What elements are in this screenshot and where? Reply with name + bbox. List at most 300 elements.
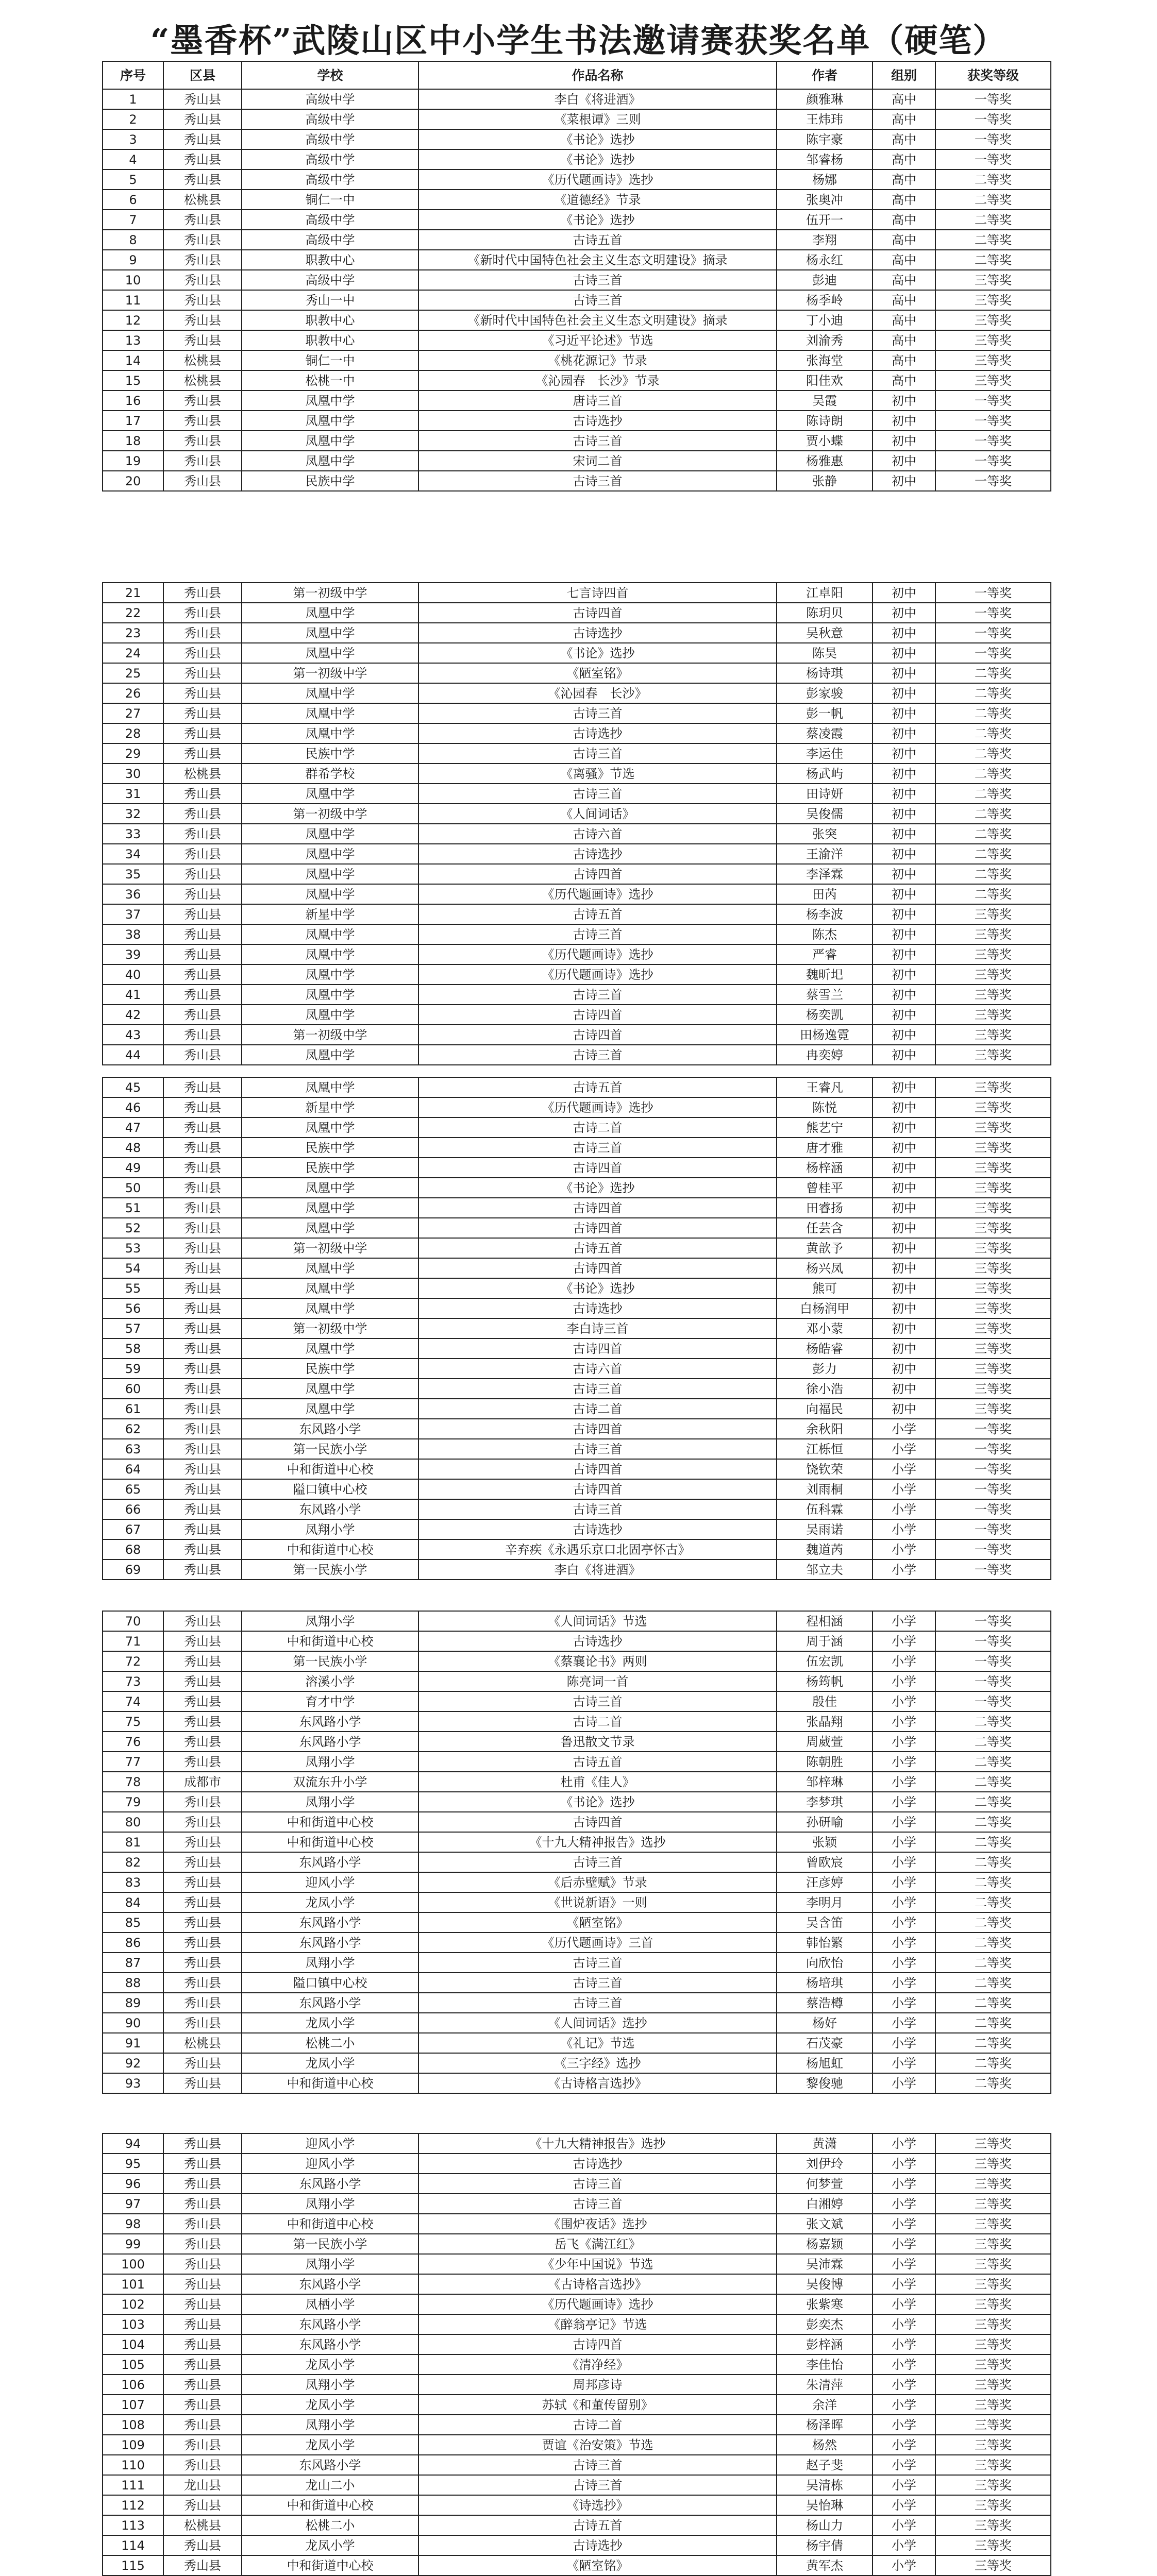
award-level-cell: 一等奖 bbox=[935, 1439, 1051, 1459]
seq-cell: 55 bbox=[103, 1278, 163, 1298]
school-cell: 高级中学 bbox=[242, 170, 418, 190]
author-cell: 杨诗琪 bbox=[777, 663, 873, 683]
county-cell: 秀山县 bbox=[163, 1892, 242, 1912]
table-row bbox=[103, 864, 1051, 884]
work-title-cell: 《陋室铭》 bbox=[418, 2555, 777, 2575]
seq-cell: 38 bbox=[103, 924, 163, 944]
seq-cell: 13 bbox=[103, 330, 163, 350]
work-title-cell: 《道德经》节录 bbox=[418, 190, 777, 210]
work-title-cell: 古诗三首 bbox=[418, 1439, 777, 1459]
county-cell: 秀山县 bbox=[163, 1138, 242, 1158]
work-title-cell: 古诗三首 bbox=[418, 2455, 777, 2475]
school-cell: 迎风小学 bbox=[242, 2154, 418, 2174]
work-title-cell: 古诗三首 bbox=[418, 924, 777, 944]
work-title-cell: 古诗二首 bbox=[418, 1711, 777, 1732]
school-cell: 第一初级中学 bbox=[242, 804, 418, 824]
table-row bbox=[103, 1499, 1051, 1519]
county-cell: 秀山县 bbox=[163, 884, 242, 904]
work-title-cell: 古诗三首 bbox=[418, 270, 777, 290]
seq-cell: 18 bbox=[103, 431, 163, 451]
school-cell: 凤凰中学 bbox=[242, 844, 418, 864]
author-cell: 杨然 bbox=[777, 2435, 873, 2455]
award-level-cell: 一等奖 bbox=[935, 1691, 1051, 1711]
table-row bbox=[103, 1651, 1051, 1671]
county-cell: 秀山县 bbox=[163, 250, 242, 270]
work-title-cell: 《新时代中国特色社会主义生态文明建设》摘录 bbox=[418, 250, 777, 270]
seq-cell: 25 bbox=[103, 663, 163, 683]
award-level-cell: 二等奖 bbox=[935, 1953, 1051, 1973]
county-cell: 秀山县 bbox=[163, 1419, 242, 1439]
group-cell: 小学 bbox=[873, 1419, 935, 1439]
school-cell: 双流东升小学 bbox=[242, 1772, 418, 1792]
county-cell: 秀山县 bbox=[163, 2314, 242, 2334]
school-cell: 民族中学 bbox=[242, 1158, 418, 1178]
county-cell: 秀山县 bbox=[163, 1812, 242, 1832]
work-title-cell: 《历代题画诗》三首 bbox=[418, 1933, 777, 1953]
author-cell: 颜雅琳 bbox=[777, 89, 873, 109]
work-title-cell: 《书论》选抄 bbox=[418, 1178, 777, 1198]
author-cell: 余秋阳 bbox=[777, 1419, 873, 1439]
table-row bbox=[103, 270, 1051, 290]
table-row bbox=[103, 1792, 1051, 1812]
table-row bbox=[103, 170, 1051, 190]
school-cell: 东风路小学 bbox=[242, 1993, 418, 2013]
author-cell: 杨好 bbox=[777, 2013, 873, 2033]
school-cell: 第一初级中学 bbox=[242, 663, 418, 683]
seq-cell: 114 bbox=[103, 2535, 163, 2555]
award-level-cell: 二等奖 bbox=[935, 1711, 1051, 1732]
group-cell: 小学 bbox=[873, 2274, 935, 2294]
county-cell: 秀山县 bbox=[163, 583, 242, 603]
school-cell: 凤凰中学 bbox=[242, 884, 418, 904]
award-level-cell: 二等奖 bbox=[935, 764, 1051, 784]
table-row bbox=[103, 2354, 1051, 2375]
table-row bbox=[103, 1953, 1051, 1973]
county-cell: 秀山县 bbox=[163, 1338, 242, 1359]
author-cell: 彭奕杰 bbox=[777, 2314, 873, 2334]
group-cell: 初中 bbox=[873, 471, 935, 491]
seq-cell: 84 bbox=[103, 1892, 163, 1912]
school-cell: 新星中学 bbox=[242, 1097, 418, 1117]
award-level-cell: 二等奖 bbox=[935, 804, 1051, 824]
award-level-cell: 一等奖 bbox=[935, 1499, 1051, 1519]
school-cell: 东风路小学 bbox=[242, 1933, 418, 1953]
award-level-cell: 三等奖 bbox=[935, 2455, 1051, 2475]
award-level-cell: 一等奖 bbox=[935, 1651, 1051, 1671]
county-cell: 秀山县 bbox=[163, 471, 242, 491]
table-row bbox=[103, 924, 1051, 944]
seq-cell: 90 bbox=[103, 2013, 163, 2033]
seq-cell: 112 bbox=[103, 2495, 163, 2515]
seq-cell: 26 bbox=[103, 683, 163, 703]
school-cell: 民族中学 bbox=[242, 1359, 418, 1379]
county-cell: 龙山县 bbox=[163, 2475, 242, 2495]
group-cell: 初中 bbox=[873, 723, 935, 743]
seq-cell: 3 bbox=[103, 129, 163, 149]
county-cell: 秀山县 bbox=[163, 1953, 242, 1973]
table-row bbox=[103, 1852, 1051, 1872]
work-title-cell: 古诗四首 bbox=[418, 864, 777, 884]
award-level-cell: 一等奖 bbox=[935, 431, 1051, 451]
school-cell: 龙凤小学 bbox=[242, 2395, 418, 2415]
school-cell: 东风路小学 bbox=[242, 1912, 418, 1933]
table-row bbox=[103, 1158, 1051, 1178]
group-cell: 小学 bbox=[873, 2314, 935, 2334]
county-cell: 秀山县 bbox=[163, 723, 242, 743]
county-cell: 秀山县 bbox=[163, 2354, 242, 2375]
award-level-cell: 三等奖 bbox=[935, 2555, 1051, 2575]
work-title-cell: 古诗选抄 bbox=[418, 2154, 777, 2174]
county-cell: 秀山县 bbox=[163, 924, 242, 944]
school-cell: 凤凰中学 bbox=[242, 1218, 418, 1238]
award-level-cell: 二等奖 bbox=[935, 1892, 1051, 1912]
author-cell: 田诗妍 bbox=[777, 784, 873, 804]
work-title-cell: 古诗五首 bbox=[418, 1752, 777, 1772]
seq-cell: 69 bbox=[103, 1560, 163, 1580]
seq-cell: 99 bbox=[103, 2234, 163, 2254]
county-cell: 秀山县 bbox=[163, 290, 242, 310]
author-cell: 吴清栋 bbox=[777, 2475, 873, 2495]
author-cell: 陈朝胜 bbox=[777, 1752, 873, 1772]
school-cell: 龙凤小学 bbox=[242, 2053, 418, 2073]
work-title-cell: 七言诗四首 bbox=[418, 583, 777, 603]
group-cell: 小学 bbox=[873, 2415, 935, 2435]
award-table-section-5 bbox=[102, 2133, 1051, 2576]
group-cell: 小学 bbox=[873, 2435, 935, 2455]
seq-cell: 16 bbox=[103, 391, 163, 411]
school-cell: 东风路小学 bbox=[242, 1711, 418, 1732]
group-cell: 初中 bbox=[873, 743, 935, 764]
author-cell: 杨宇倩 bbox=[777, 2535, 873, 2555]
group-cell: 小学 bbox=[873, 2294, 935, 2314]
author-cell: 周葳萱 bbox=[777, 1732, 873, 1752]
work-title-cell: 古诗五首 bbox=[418, 2515, 777, 2535]
work-title-cell: 李白《将进酒》 bbox=[418, 1560, 777, 1580]
award-level-cell: 三等奖 bbox=[935, 1338, 1051, 1359]
author-cell: 陈杰 bbox=[777, 924, 873, 944]
table-row bbox=[103, 2234, 1051, 2254]
seq-cell: 10 bbox=[103, 270, 163, 290]
table-row bbox=[103, 1138, 1051, 1158]
award-level-cell: 二等奖 bbox=[935, 210, 1051, 230]
work-title-cell: 《书论》选抄 bbox=[418, 1792, 777, 1812]
county-cell: 秀山县 bbox=[163, 2535, 242, 2555]
work-title-cell: 古诗四首 bbox=[418, 603, 777, 623]
award-level-cell: 三等奖 bbox=[935, 270, 1051, 290]
school-cell: 凤翔小学 bbox=[242, 2375, 418, 2395]
author-cell: 余洋 bbox=[777, 2395, 873, 2415]
school-cell: 铜仁一中 bbox=[242, 350, 418, 370]
school-cell: 高级中学 bbox=[242, 109, 418, 129]
work-title-cell: 唐诗三首 bbox=[418, 391, 777, 411]
county-cell: 秀山县 bbox=[163, 1025, 242, 1045]
author-cell: 任芸含 bbox=[777, 1218, 873, 1238]
county-cell: 秀山县 bbox=[163, 1178, 242, 1198]
work-title-cell: 古诗选抄 bbox=[418, 1298, 777, 1318]
table-row bbox=[103, 1117, 1051, 1138]
seq-cell: 87 bbox=[103, 1953, 163, 1973]
award-level-cell: 三等奖 bbox=[935, 1005, 1051, 1025]
seq-cell: 53 bbox=[103, 1238, 163, 1258]
table-row bbox=[103, 1077, 1051, 1097]
group-cell: 小学 bbox=[873, 1671, 935, 1691]
column-header-seq: 序号 bbox=[103, 61, 163, 89]
work-title-cell: 古诗三首 bbox=[418, 703, 777, 723]
seq-cell: 62 bbox=[103, 1419, 163, 1439]
award-table-section-4 bbox=[102, 1611, 1051, 2094]
table-row bbox=[103, 89, 1051, 109]
award-level-cell: 二等奖 bbox=[935, 743, 1051, 764]
county-cell: 秀山县 bbox=[163, 270, 242, 290]
school-cell: 凤翔小学 bbox=[242, 1953, 418, 1973]
group-cell: 初中 bbox=[873, 663, 935, 683]
group-cell: 小学 bbox=[873, 2033, 935, 2053]
author-cell: 吴霞 bbox=[777, 391, 873, 411]
seq-cell: 64 bbox=[103, 1459, 163, 1479]
award-level-cell: 三等奖 bbox=[935, 330, 1051, 350]
award-level-cell: 二等奖 bbox=[935, 1732, 1051, 1752]
author-cell: 程相涵 bbox=[777, 1611, 873, 1631]
group-cell: 小学 bbox=[873, 1752, 935, 1772]
award-level-cell: 三等奖 bbox=[935, 370, 1051, 391]
table-row bbox=[103, 583, 1051, 603]
award-level-cell: 三等奖 bbox=[935, 2395, 1051, 2415]
award-level-cell: 三等奖 bbox=[935, 1298, 1051, 1318]
seq-cell: 89 bbox=[103, 1993, 163, 2013]
school-cell: 凤翔小学 bbox=[242, 1752, 418, 1772]
seq-cell: 63 bbox=[103, 1439, 163, 1459]
table-row bbox=[103, 1045, 1051, 1065]
county-cell: 松桃县 bbox=[163, 2515, 242, 2535]
group-cell: 高中 bbox=[873, 89, 935, 109]
author-cell: 熊可 bbox=[777, 1278, 873, 1298]
group-cell: 初中 bbox=[873, 1158, 935, 1178]
seq-cell: 111 bbox=[103, 2475, 163, 2495]
author-cell: 李佳怡 bbox=[777, 2354, 873, 2375]
seq-cell: 100 bbox=[103, 2254, 163, 2274]
seq-cell: 49 bbox=[103, 1158, 163, 1178]
table-row bbox=[103, 1912, 1051, 1933]
table-row bbox=[103, 1419, 1051, 1439]
table-row bbox=[103, 623, 1051, 643]
table-row bbox=[103, 2294, 1051, 2314]
work-title-cell: 古诗三首 bbox=[418, 743, 777, 764]
seq-cell: 59 bbox=[103, 1359, 163, 1379]
award-level-cell: 三等奖 bbox=[935, 2294, 1051, 2314]
school-cell: 龙凤小学 bbox=[242, 2535, 418, 2555]
award-level-cell: 三等奖 bbox=[935, 1318, 1051, 1338]
county-cell: 秀山县 bbox=[163, 1671, 242, 1691]
work-title-cell: 古诗五首 bbox=[418, 230, 777, 250]
seq-cell: 37 bbox=[103, 904, 163, 924]
county-cell: 秀山县 bbox=[163, 1298, 242, 1318]
award-level-cell: 三等奖 bbox=[935, 2334, 1051, 2354]
table-row bbox=[103, 1691, 1051, 1711]
county-cell: 秀山县 bbox=[163, 1611, 242, 1631]
award-level-cell: 一等奖 bbox=[935, 129, 1051, 149]
author-cell: 石茂豪 bbox=[777, 2033, 873, 2053]
county-cell: 秀山县 bbox=[163, 623, 242, 643]
table-row bbox=[103, 2415, 1051, 2435]
column-header-work-title: 作品名称 bbox=[418, 61, 777, 89]
group-cell: 小学 bbox=[873, 1933, 935, 1953]
school-cell: 铜仁一中 bbox=[242, 190, 418, 210]
award-level-cell: 二等奖 bbox=[935, 1872, 1051, 1892]
award-level-cell: 一等奖 bbox=[935, 89, 1051, 109]
author-cell: 刘渝秀 bbox=[777, 330, 873, 350]
author-cell: 田睿扬 bbox=[777, 1198, 873, 1218]
award-level-cell: 三等奖 bbox=[935, 2234, 1051, 2254]
award-level-cell: 三等奖 bbox=[935, 1238, 1051, 1258]
work-title-cell: 古诗三首 bbox=[418, 1138, 777, 1158]
work-title-cell: 陈亮词一首 bbox=[418, 1671, 777, 1691]
author-cell: 吴俊儒 bbox=[777, 804, 873, 824]
author-cell: 孙研喻 bbox=[777, 1812, 873, 1832]
seq-cell: 44 bbox=[103, 1045, 163, 1065]
work-title-cell: 古诗四首 bbox=[418, 1338, 777, 1359]
award-level-cell: 三等奖 bbox=[935, 2133, 1051, 2154]
seq-cell: 74 bbox=[103, 1691, 163, 1711]
school-cell: 凤翔小学 bbox=[242, 1792, 418, 1812]
work-title-cell: 鲁迅散文节录 bbox=[418, 1732, 777, 1752]
group-cell: 初中 bbox=[873, 411, 935, 431]
table-row bbox=[103, 1752, 1051, 1772]
county-cell: 秀山县 bbox=[163, 2334, 242, 2354]
work-title-cell: 《古诗格言选抄》 bbox=[418, 2073, 777, 2093]
work-title-cell: 古诗三首 bbox=[418, 1379, 777, 1399]
seq-cell: 56 bbox=[103, 1298, 163, 1318]
seq-cell: 103 bbox=[103, 2314, 163, 2334]
school-cell: 凤凰中学 bbox=[242, 1077, 418, 1097]
school-cell: 高级中学 bbox=[242, 89, 418, 109]
county-cell: 秀山县 bbox=[163, 904, 242, 924]
school-cell: 凤凰中学 bbox=[242, 603, 418, 623]
author-cell: 严睿 bbox=[777, 944, 873, 964]
group-cell: 初中 bbox=[873, 964, 935, 985]
seq-cell: 71 bbox=[103, 1631, 163, 1651]
work-title-cell: 《离骚》节选 bbox=[418, 764, 777, 784]
award-level-cell: 一等奖 bbox=[935, 623, 1051, 643]
school-cell: 凤凰中学 bbox=[242, 985, 418, 1005]
seq-cell: 65 bbox=[103, 1479, 163, 1499]
group-cell: 初中 bbox=[873, 1178, 935, 1198]
school-cell: 职教中心 bbox=[242, 310, 418, 330]
school-cell: 龙山二小 bbox=[242, 2475, 418, 2495]
work-title-cell: 古诗四首 bbox=[418, 1218, 777, 1238]
seq-cell: 76 bbox=[103, 1732, 163, 1752]
seq-cell: 113 bbox=[103, 2515, 163, 2535]
seq-cell: 15 bbox=[103, 370, 163, 391]
work-title-cell: 古诗选抄 bbox=[418, 723, 777, 743]
table-row bbox=[103, 884, 1051, 904]
table-row bbox=[103, 1772, 1051, 1792]
county-cell: 秀山县 bbox=[163, 2254, 242, 2274]
table-row bbox=[103, 451, 1051, 471]
work-title-cell: 《书论》选抄 bbox=[418, 129, 777, 149]
group-cell: 小学 bbox=[873, 2154, 935, 2174]
school-cell: 凤凰中学 bbox=[242, 391, 418, 411]
award-level-cell: 一等奖 bbox=[935, 391, 1051, 411]
author-cell: 张海堂 bbox=[777, 350, 873, 370]
group-cell: 高中 bbox=[873, 170, 935, 190]
school-cell: 民族中学 bbox=[242, 743, 418, 764]
school-cell: 中和街道中心校 bbox=[242, 1631, 418, 1651]
work-title-cell: 古诗选抄 bbox=[418, 411, 777, 431]
work-title-cell: 李白诗三首 bbox=[418, 1318, 777, 1338]
author-cell: 张突 bbox=[777, 824, 873, 844]
award-level-cell: 三等奖 bbox=[935, 1178, 1051, 1198]
author-cell: 蔡雪兰 bbox=[777, 985, 873, 1005]
group-cell: 小学 bbox=[873, 2475, 935, 2495]
group-cell: 初中 bbox=[873, 804, 935, 824]
table-row bbox=[103, 985, 1051, 1005]
award-level-cell: 三等奖 bbox=[935, 904, 1051, 924]
school-cell: 东风路小学 bbox=[242, 2455, 418, 2475]
table-row bbox=[103, 2455, 1051, 2475]
author-cell: 杨兴凤 bbox=[777, 1258, 873, 1278]
county-cell: 秀山县 bbox=[163, 1872, 242, 1892]
school-cell: 凤凰中学 bbox=[242, 1117, 418, 1138]
county-cell: 秀山县 bbox=[163, 230, 242, 250]
county-cell: 秀山县 bbox=[163, 1218, 242, 1238]
county-cell: 秀山县 bbox=[163, 2073, 242, 2093]
group-cell: 小学 bbox=[873, 2354, 935, 2375]
work-title-cell: 古诗三首 bbox=[418, 431, 777, 451]
work-title-cell: 古诗六首 bbox=[418, 1359, 777, 1379]
group-cell: 初中 bbox=[873, 1138, 935, 1158]
county-cell: 秀山县 bbox=[163, 1560, 242, 1580]
table-row bbox=[103, 824, 1051, 844]
group-cell: 小学 bbox=[873, 2194, 935, 2214]
work-title-cell: 古诗四首 bbox=[418, 1419, 777, 1439]
school-cell: 凤凰中学 bbox=[242, 1298, 418, 1318]
work-title-cell: 《人间词话》选抄 bbox=[418, 2013, 777, 2033]
county-cell: 秀山县 bbox=[163, 451, 242, 471]
work-title-cell: 古诗六首 bbox=[418, 824, 777, 844]
author-cell: 李梦琪 bbox=[777, 1792, 873, 1812]
author-cell: 杨筠帆 bbox=[777, 1671, 873, 1691]
seq-cell: 52 bbox=[103, 1218, 163, 1238]
table-row bbox=[103, 1973, 1051, 1993]
seq-cell: 97 bbox=[103, 2194, 163, 2214]
group-cell: 小学 bbox=[873, 1792, 935, 1812]
group-cell: 高中 bbox=[873, 109, 935, 129]
author-cell: 殷佳 bbox=[777, 1691, 873, 1711]
column-header-author: 作者 bbox=[777, 61, 873, 89]
work-title-cell: 古诗二首 bbox=[418, 1399, 777, 1419]
seq-cell: 82 bbox=[103, 1852, 163, 1872]
work-title-cell: 《桃花源记》节录 bbox=[418, 350, 777, 370]
group-cell: 初中 bbox=[873, 583, 935, 603]
seq-cell: 92 bbox=[103, 2053, 163, 2073]
work-title-cell: 古诗三首 bbox=[418, 290, 777, 310]
table-row bbox=[103, 2274, 1051, 2294]
school-cell: 凤翔小学 bbox=[242, 2194, 418, 2214]
table-row bbox=[103, 2073, 1051, 2093]
author-cell: 白杨润甲 bbox=[777, 1298, 873, 1318]
group-cell: 小学 bbox=[873, 2495, 935, 2515]
group-cell: 小学 bbox=[873, 2174, 935, 2194]
group-cell: 高中 bbox=[873, 350, 935, 370]
seq-cell: 41 bbox=[103, 985, 163, 1005]
group-cell: 小学 bbox=[873, 1479, 935, 1499]
group-cell: 高中 bbox=[873, 129, 935, 149]
seq-cell: 57 bbox=[103, 1318, 163, 1338]
school-cell: 高级中学 bbox=[242, 210, 418, 230]
table-row bbox=[103, 310, 1051, 330]
author-cell: 彭迪 bbox=[777, 270, 873, 290]
seq-cell: 32 bbox=[103, 804, 163, 824]
